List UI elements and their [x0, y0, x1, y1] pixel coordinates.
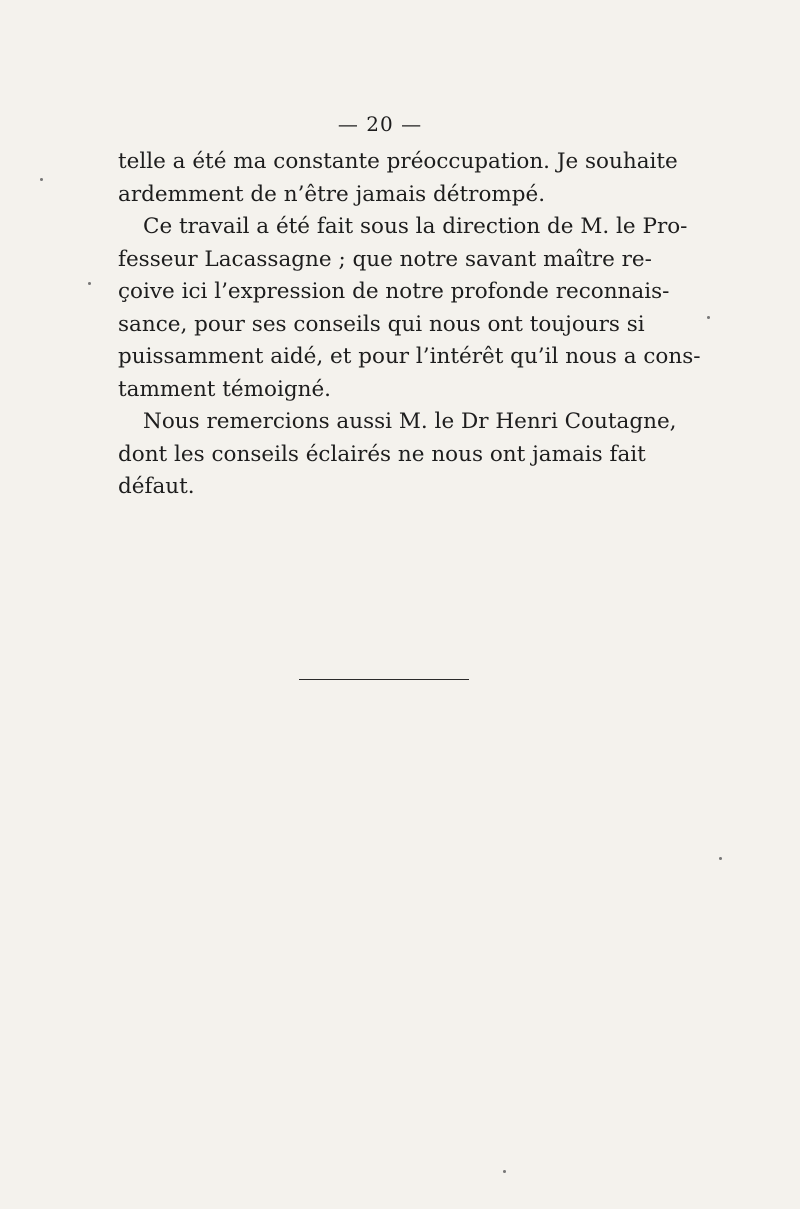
body-text	[118, 146, 701, 504]
paper-speck	[719, 857, 722, 860]
paper-speck	[707, 316, 710, 319]
text-line: tamment témoigné.	[118, 376, 332, 402]
text-line: ardemment de n’être jamais détrompé.	[118, 181, 546, 207]
text-line: défaut.	[118, 474, 195, 499]
paragraph-3	[118, 406, 677, 504]
paragraph-1	[118, 146, 678, 211]
text-line: Ce travail a été fait sous la direction de M. le Pro-	[143, 214, 688, 239]
paper-speck	[503, 1170, 506, 1173]
page-number: — 20 —	[337, 112, 423, 136]
text-line: çoive ici l’expression de notre profonde reconnais-	[118, 279, 670, 304]
text-line: sance, pour ses conseils qui nous ont toujours si	[118, 311, 645, 337]
paragraph-2	[118, 211, 701, 406]
text-line: telle a été ma constante préoccupation. Je souhaite	[118, 149, 678, 174]
paper-speck	[88, 282, 91, 285]
paper-speck	[40, 178, 43, 181]
text-line: dont les conseils éclairés ne nous ont jamais fait	[118, 441, 646, 467]
text-line: Nous remercions aussi M. le Dr Henri Coutagne,	[143, 409, 677, 434]
section-divider	[299, 679, 469, 680]
text-line: fesseur Lacassagne ; que notre savant maître re-	[118, 246, 652, 272]
text-line: puissamment aidé, et pour l’intérêt qu’il nous a cons-	[118, 344, 701, 369]
